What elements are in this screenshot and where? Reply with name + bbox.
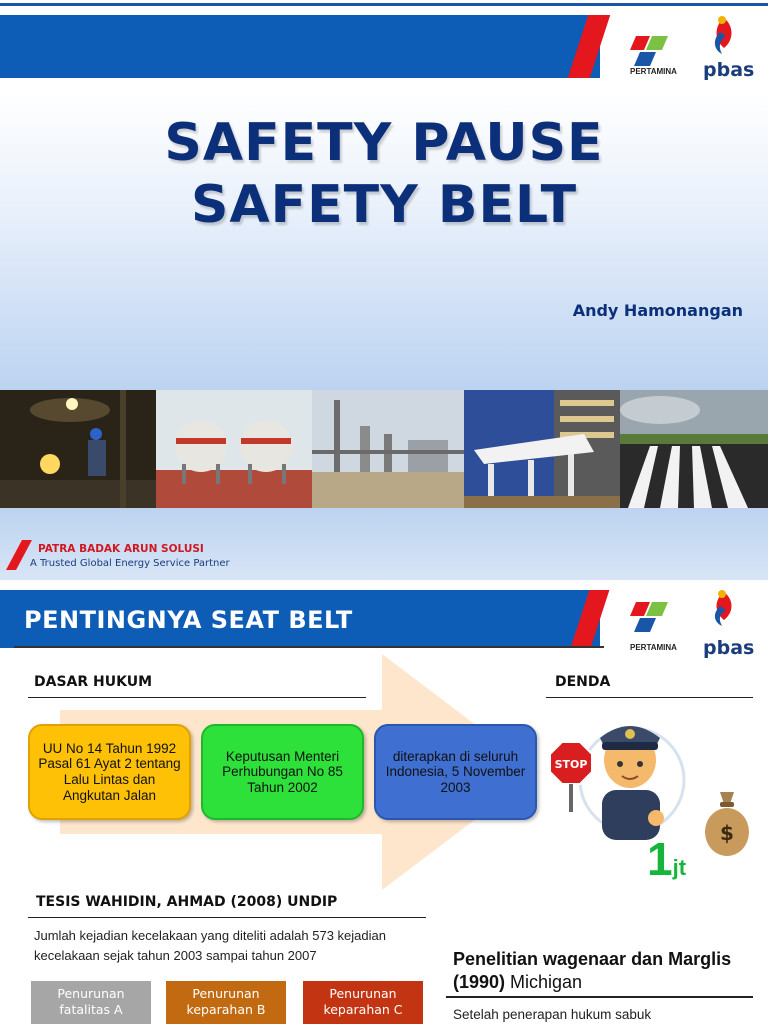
pbas-wordmark: pbas: [703, 637, 755, 659]
footer-red-slash: [6, 540, 32, 570]
slide2-company-logos: [610, 588, 768, 660]
thesis-rule: [28, 917, 426, 918]
legal-basis-heading: DASAR HUKUM: [34, 674, 153, 690]
hero-area: [0, 93, 768, 390]
fine-amount: [647, 832, 686, 886]
study-text: Setelah penerapan hukum sabuk: [453, 1007, 652, 1022]
spherical-tanks-photo: [156, 390, 312, 508]
stat-box-line2: keparahan C: [323, 1002, 403, 1018]
refinery-photo: [312, 390, 464, 508]
title-line-1: SAFETY PAUSE: [164, 113, 604, 173]
slide2-title: PENTINGNYA SEAT BELT: [24, 606, 353, 634]
pertamina-wordmark: PERTAMINA: [630, 643, 677, 652]
header-blue-bar: [0, 15, 600, 78]
stop-sign-text: STOP: [554, 758, 588, 771]
runway-photo: [620, 390, 768, 508]
pbas-logo-icon: [703, 590, 754, 659]
fine-amount-unit: jt: [672, 855, 687, 880]
company-tagline: A Trusted Global Energy Service Partner: [30, 558, 230, 569]
pertamina-logo-icon: [630, 36, 677, 76]
legal-basis-rule: [28, 697, 366, 698]
stat-box-line1: Penurunan: [192, 986, 260, 1001]
study-title-bold: Penelitian wagenaar dan Marglis (1990): [453, 949, 732, 993]
company-logos: [610, 10, 768, 82]
slide1-footer: [0, 508, 768, 580]
company-name: PATRA BADAK ARUN SOLUSI: [38, 543, 204, 555]
money-symbol: $: [720, 821, 734, 845]
thesis-text: Jumlah kejadian kecelakaan yang diteliti adalah 573 kejadian kecelakaan sejak tahun 2003 sampai tahun 2007: [34, 928, 386, 963]
title-line-2: SAFETY BELT: [190, 175, 578, 235]
stat-box-line1: Penurunan: [329, 986, 397, 1001]
photo-strip: [0, 390, 768, 508]
study-title-location: Michigan: [505, 972, 583, 993]
pbas-wordmark: pbas: [703, 59, 755, 81]
building-at-night-photo: [464, 390, 620, 508]
stat-box-fatality-a: [31, 981, 151, 1024]
stat-box-line1: Penurunan: [57, 986, 125, 1001]
underground-worker-photo: [0, 390, 156, 508]
study-rule: [446, 996, 753, 998]
fine-rule: [546, 697, 753, 698]
pertamina-logo-icon: [630, 602, 677, 652]
stat-box-line2: fatalitas A: [59, 1002, 123, 1018]
slide2-title-rule: [14, 646, 604, 648]
police-officer-illustration: [550, 706, 690, 846]
money-bag-icon: [702, 788, 752, 858]
law-box-kepmen85: Keputusan Menteri Perhubungan No 85 Tahun 2002: [201, 724, 364, 820]
fine-heading: DENDA: [555, 674, 611, 690]
stat-box-severity-c: [303, 981, 423, 1024]
top-rule: [0, 3, 768, 6]
study-title: [453, 948, 753, 995]
law-box-uu14: UU No 14 Tahun 1992 Pasal 61 Ayat 2 tentang Lalu Lintas dan Angkutan Jalan: [28, 724, 191, 820]
law-box-implementation: diterapkan di seluruh Indonesia, 5 November 2003: [374, 724, 537, 820]
pbas-logo-icon: [703, 16, 754, 81]
pertamina-wordmark: PERTAMINA: [630, 67, 677, 76]
fine-amount-number: 1: [647, 833, 673, 885]
author-name: Andy Hamonangan: [572, 301, 743, 320]
stat-box-severity-b: [166, 981, 286, 1024]
thesis-heading: TESIS WAHIDIN, AHMAD (2008) UNDIP: [36, 894, 338, 910]
seatbelt-slide: [0, 588, 768, 1024]
stat-box-line2: keparahan B: [186, 1002, 266, 1018]
